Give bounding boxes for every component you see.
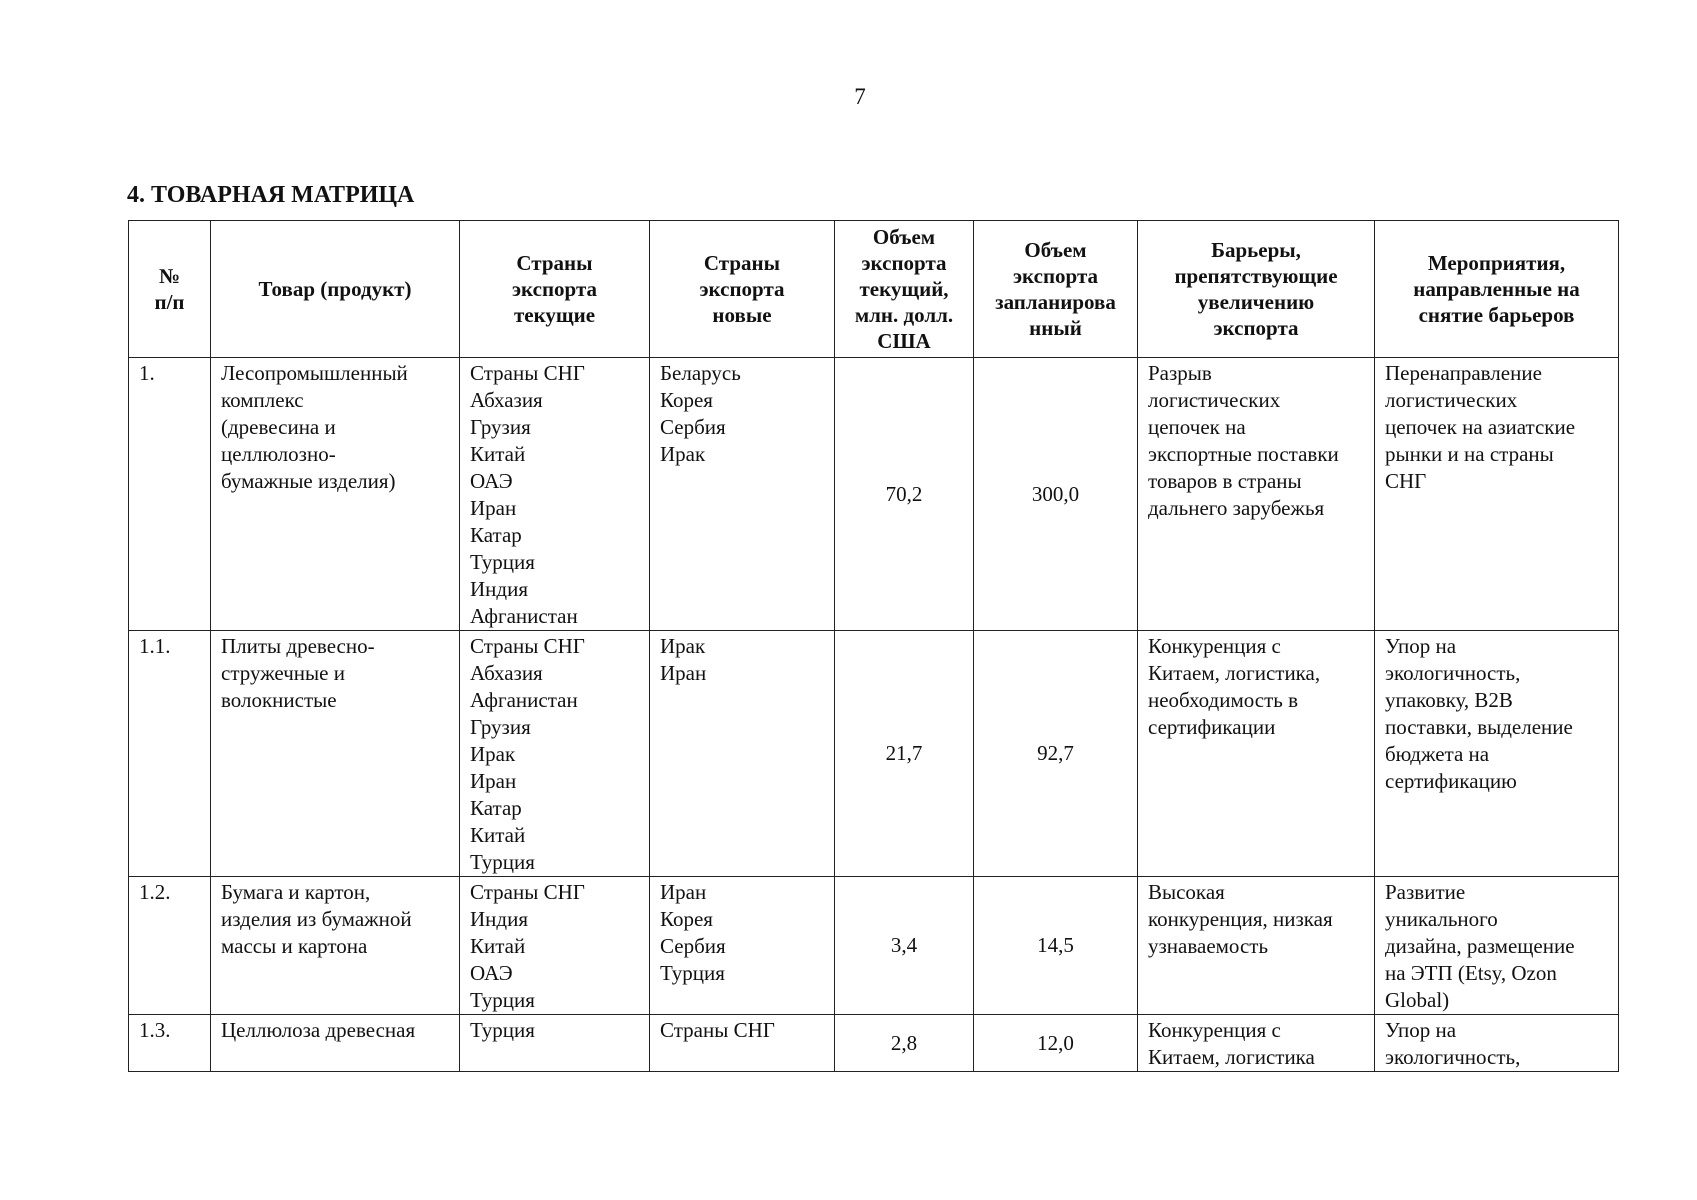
cell-line: экологичность, xyxy=(1385,661,1521,685)
cell-line: запланирова xyxy=(995,290,1116,314)
cell-line: Китай xyxy=(470,823,526,847)
cell-line: Ирак xyxy=(660,634,706,658)
cell-line: текущие xyxy=(513,303,596,327)
countries-current-cell xyxy=(460,1015,650,1072)
header-countries-current xyxy=(460,221,650,358)
volume-planned-cell: 12,0 xyxy=(974,1015,1138,1072)
cell-line: экспортные поставки xyxy=(1148,442,1339,466)
row-number: 1.3. xyxy=(129,1015,211,1072)
cell-line: бюджета на xyxy=(1385,742,1490,766)
table-row xyxy=(129,1015,1619,1072)
table-row xyxy=(129,358,1619,631)
cell-line: уникального xyxy=(1385,907,1498,931)
header-volume-planned xyxy=(974,221,1138,358)
volume-current-cell: 70,2 xyxy=(835,358,974,631)
cell-line: Абхазия xyxy=(470,388,543,412)
cell-line: Иран xyxy=(660,661,707,685)
product-cell xyxy=(211,877,460,1015)
cell-line: экспорта xyxy=(861,251,947,275)
cell-line: сертификацию xyxy=(1385,769,1517,793)
cell-line: Турция xyxy=(660,961,725,985)
cell-line: Целлюлоза древесная xyxy=(221,1018,416,1042)
countries-current-cell xyxy=(460,877,650,1015)
cell-line: препятствующие xyxy=(1174,264,1338,288)
cell-line: экспорта xyxy=(1213,316,1299,340)
cell-line: Сербия xyxy=(660,415,726,439)
cell-line: волокнистые xyxy=(221,688,337,712)
cell-line: комплекс xyxy=(221,388,304,412)
cell-line: Сербия xyxy=(660,934,726,958)
cell-line: поставки, выделение xyxy=(1385,715,1573,739)
cell-line: Страны СНГ xyxy=(470,880,585,904)
header-volume-current xyxy=(835,221,974,358)
cell-line: Иран xyxy=(470,496,517,520)
cell-line: стружечные и xyxy=(221,661,345,685)
cell-line: узнаваемость xyxy=(1148,934,1269,958)
cell-line: экспорта xyxy=(1012,264,1099,288)
cell-line: Грузия xyxy=(470,715,531,739)
measures-cell xyxy=(1375,1015,1619,1072)
cell-line: Упор на xyxy=(1385,1018,1457,1042)
cell-line: логистических xyxy=(1385,388,1518,412)
cell-line: Конкуренция с xyxy=(1148,1018,1281,1042)
cell-line: дальнего зарубежья xyxy=(1148,496,1325,520)
cell-line: Страны СНГ xyxy=(660,1018,775,1042)
countries-new-cell xyxy=(650,877,835,1015)
cell-line: массы и картона xyxy=(221,934,368,958)
cell-line: Бумага и картон, xyxy=(221,880,371,904)
cell-line: Лесопромышленный xyxy=(221,361,408,385)
header-countries-new xyxy=(650,221,835,358)
cell-line: млн. долл. xyxy=(854,303,954,327)
cell-line: ОАЭ xyxy=(470,961,513,985)
countries-current-cell xyxy=(460,358,650,631)
cell-line: Катар xyxy=(470,523,522,547)
cell-line: Мероприятия, xyxy=(1427,251,1566,275)
table-header-row xyxy=(129,221,1619,358)
cell-line: Иран xyxy=(470,769,517,793)
header-product xyxy=(211,221,460,358)
cell-line: Ирак xyxy=(470,742,516,766)
section-title: 4. ТОВАРНАЯ МАТРИЦА xyxy=(127,182,415,208)
row-number: 1.1. xyxy=(129,631,211,877)
volume-planned-cell: 300,0 xyxy=(974,358,1138,631)
cell-line: рынки и на страны xyxy=(1385,442,1554,466)
barriers-cell xyxy=(1138,877,1375,1015)
cell-line: текущий, xyxy=(859,277,949,301)
cell-line: конкуренция, низкая xyxy=(1148,907,1333,931)
cell-line: Корея xyxy=(660,388,713,412)
product-cell xyxy=(211,631,460,877)
cell-line: цепочек на азиатские xyxy=(1385,415,1576,439)
cell-line: Иран xyxy=(660,880,707,904)
countries-new-cell xyxy=(650,631,835,877)
cell-line: Афганистан xyxy=(470,688,578,712)
cell-line: Объем xyxy=(872,225,936,249)
cell-line: Плиты древесно- xyxy=(221,634,375,658)
cell-line: необходимость в xyxy=(1148,688,1299,712)
cell-line: целлюлозно- xyxy=(221,442,336,466)
header-no xyxy=(129,221,211,358)
cell-line: Турция xyxy=(470,550,535,574)
volume-current-cell: 3,4 xyxy=(835,877,974,1015)
countries-new-cell xyxy=(650,1015,835,1072)
cell-line: Перенаправление xyxy=(1385,361,1542,385)
cell-line: на ЭТП (Etsy, Ozon xyxy=(1385,961,1557,985)
cell-line: США xyxy=(877,329,931,353)
cell-line: Страны СНГ xyxy=(470,634,585,658)
barriers-cell xyxy=(1138,1015,1375,1072)
measures-cell xyxy=(1375,877,1619,1015)
cell-line: увеличению xyxy=(1197,290,1315,314)
cell-line: Китай xyxy=(470,934,526,958)
cell-line: бумажные изделия) xyxy=(221,469,396,493)
cell-line: СНГ xyxy=(1385,469,1427,493)
product-matrix-table xyxy=(128,220,1619,1072)
cell-line: Индия xyxy=(470,577,528,601)
cell-line: Упор на xyxy=(1385,634,1457,658)
cell-line: Беларусь xyxy=(660,361,741,385)
header-measures xyxy=(1375,221,1619,358)
cell-line: направленные на xyxy=(1413,277,1580,301)
cell-line: Высокая xyxy=(1148,880,1225,904)
cell-line: цепочек на xyxy=(1148,415,1246,439)
cell-line: Турция xyxy=(470,988,535,1012)
cell-line: экспорта xyxy=(511,277,598,301)
cell-line: п/п xyxy=(154,290,185,314)
cell-line: экспорта xyxy=(699,277,785,301)
table-row xyxy=(129,877,1619,1015)
cell-line: Абхазия xyxy=(470,661,543,685)
cell-line: ОАЭ xyxy=(470,469,513,493)
volume-current-cell: 21,7 xyxy=(835,631,974,877)
volume-planned-cell: 92,7 xyxy=(974,631,1138,877)
table-row xyxy=(129,631,1619,877)
cell-line: Страны xyxy=(516,251,593,275)
volume-planned-cell: 14,5 xyxy=(974,877,1138,1015)
cell-line: Турция xyxy=(470,1018,535,1042)
countries-current-cell xyxy=(460,631,650,877)
cell-line: логистических xyxy=(1148,388,1281,412)
cell-line: дизайна, размещение xyxy=(1385,934,1575,958)
measures-cell xyxy=(1375,631,1619,877)
cell-line: Страны xyxy=(703,251,781,275)
cell-line: товаров в страны xyxy=(1148,469,1302,493)
page-number: 7 xyxy=(854,84,866,109)
cell-line: снятие барьеров xyxy=(1418,303,1575,327)
cell-line: экологичность, xyxy=(1385,1045,1521,1069)
cell-line: Корея xyxy=(660,907,713,931)
cell-line: Global) xyxy=(1385,988,1450,1012)
header-barriers xyxy=(1138,221,1375,358)
volume-current-cell: 2,8 xyxy=(835,1015,974,1072)
cell-line: нный xyxy=(1029,316,1082,340)
cell-line: изделия из бумажной xyxy=(221,907,412,931)
cell-line: Китай xyxy=(470,442,526,466)
row-number: 1. xyxy=(129,358,211,631)
measures-cell xyxy=(1375,358,1619,631)
product-cell xyxy=(211,358,460,631)
cell-line: Китаем, логистика, xyxy=(1148,661,1321,685)
cell-line: Страны СНГ xyxy=(470,361,585,385)
cell-line: Индия xyxy=(470,907,528,931)
cell-line: Грузия xyxy=(470,415,531,439)
barriers-cell xyxy=(1138,358,1375,631)
cell-line: сертификации xyxy=(1148,715,1276,739)
cell-line: Ирак xyxy=(660,442,706,466)
cell-line: новые xyxy=(712,303,772,327)
cell-line: Барьеры, xyxy=(1211,238,1301,262)
cell-line: Катар xyxy=(470,796,522,820)
cell-line: Товар (продукт) xyxy=(258,277,412,301)
cell-line: (древесина и xyxy=(221,415,336,439)
cell-line: Объем xyxy=(1024,238,1087,262)
cell-line: Развитие xyxy=(1385,880,1466,904)
cell-line: упаковку, B2B xyxy=(1385,688,1513,712)
product-cell xyxy=(211,1015,460,1072)
cell-line: Афганистан xyxy=(470,604,578,628)
barriers-cell xyxy=(1138,631,1375,877)
cell-line: Турция xyxy=(470,850,535,874)
cell-line: Конкуренция с xyxy=(1148,634,1281,658)
countries-new-cell xyxy=(650,358,835,631)
cell-line: № xyxy=(158,264,181,288)
cell-line: Разрыв xyxy=(1148,361,1212,385)
cell-line: Китаем, логистика xyxy=(1148,1045,1315,1069)
row-number: 1.2. xyxy=(129,877,211,1015)
